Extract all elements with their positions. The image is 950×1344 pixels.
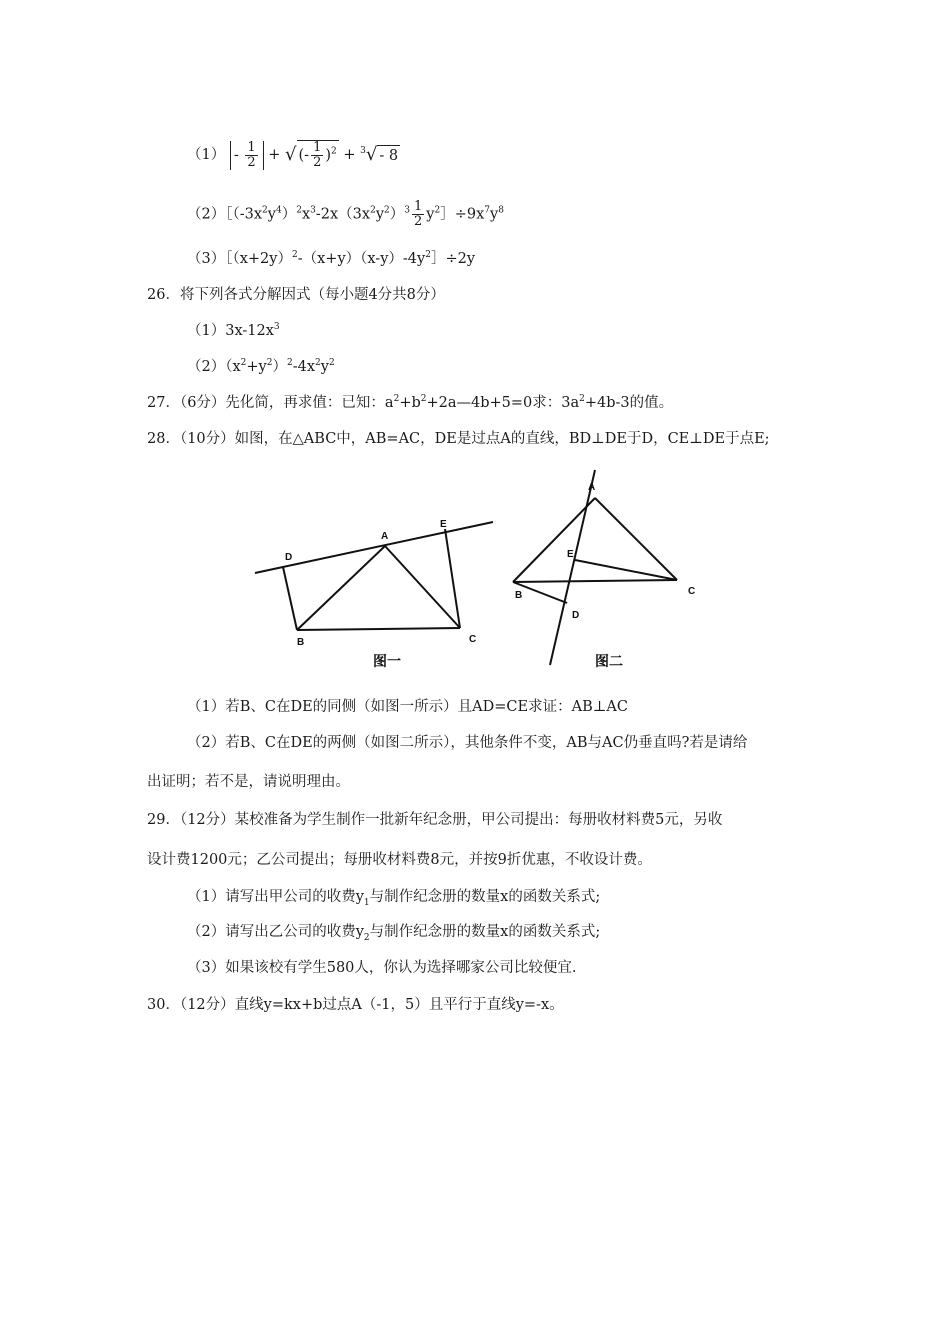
figure-one bbox=[255, 522, 493, 630]
question-28-item-1: （1）若B、C在DE的同侧（如图一所示）且AD=CE求证：AB⊥AC bbox=[187, 699, 628, 715]
caption-figure-two: 图二 bbox=[595, 654, 623, 670]
fraction: $\frac{1}{2}$ bbox=[247, 139, 256, 170]
label-c-fig1: C bbox=[469, 634, 477, 645]
sqrt-icon: √ bbox=[285, 144, 297, 165]
caption-figure-one: 图一 bbox=[373, 654, 401, 670]
expr-26-2: $(2)(x^2+y^2)^2-4x^2y^2$ bbox=[187, 358, 335, 375]
expr-26-1: $(1)3x-12x^3$ bbox=[187, 322, 280, 339]
expr-25-3: $(3)[(x+2y)^2-(x+y)(x-y)-4y^2]\div 2y$ bbox=[187, 250, 476, 267]
question-29-line-2: 设计费1200元；乙公司提出；每册收材料费8元，并按9折优惠，不收设计费。 bbox=[147, 852, 652, 868]
question-26-title: 26．将下列各式分解因式（每小题4分共8分） bbox=[147, 287, 445, 303]
geometry-figures bbox=[245, 460, 705, 675]
sqrt-content: (- $\frac{1}{2}$ )$^2$ bbox=[298, 140, 337, 170]
expr-25-1: （1） - $\frac{1}{2}$ + √ (- $\frac{1}{2}$ )$^2$ + $^3$√ - 8 bbox=[187, 139, 399, 170]
absolute-value: - $\frac{1}{2}$ bbox=[230, 141, 264, 170]
figure-two bbox=[513, 470, 677, 665]
expr-25-2: $(2)[(-3x^2y^4)^2x^3-2x(3x^2y^2)^3$ $\frac{1}{2}$ $y^2]\div 9x^7y^8$ bbox=[187, 199, 504, 229]
label-a-fig2: A bbox=[588, 482, 596, 493]
label-d-fig2: D bbox=[572, 610, 580, 621]
cube-root-icon: √ bbox=[365, 144, 378, 165]
label-b-fig2: B bbox=[515, 590, 523, 601]
question-28-title: 28．（10分）如图，在△ABC中，AB=AC，DE是过点A的直线，BD⊥DE于D，CE⊥DE于点E; bbox=[147, 431, 770, 447]
label-d-fig1: D bbox=[285, 552, 293, 563]
question-29-item-2: （2）请写出乙公司的收费$y_2$与制作纪念册的数量x的函数关系式; bbox=[187, 924, 601, 943]
question-29-item-3: （3）如果该校有学生580人，你认为选择哪家公司比较便宜. bbox=[187, 960, 577, 976]
question-30: 30．（12分）直线y=kx+b过点A（-1，5）且平行于直线y=-x。 bbox=[147, 997, 564, 1013]
question-28-item-2: （2）若B、C在DE的两侧（如图二所示），其他条件不变，AB与AC仍垂直吗?若是请给 bbox=[187, 735, 748, 751]
question-29-line-1: 29．（12分）某校准备为学生制作一批新年纪念册，甲公司提出：每册收材料费5元，另收 bbox=[147, 812, 723, 828]
question-28-item-2-cont: 出证明；若不是，请说明理由。 bbox=[147, 774, 350, 790]
fraction: $\frac{1}{2}$ bbox=[414, 199, 423, 229]
label-a-fig1: A bbox=[381, 531, 389, 542]
label-e-fig1: E bbox=[440, 519, 447, 530]
label-e-fig2: E bbox=[567, 549, 574, 560]
label-c-fig2: C bbox=[688, 586, 696, 597]
question-27: 27．（6分）先化简，再求值：已知：$a^2+b^2+2a—4b+5=0$求：$3a^2+4b-3$的值。 bbox=[147, 394, 674, 411]
label-b-fig1: B bbox=[297, 637, 305, 648]
question-29-item-1: （1）请写出甲公司的收费$y_1$与制作纪念册的数量x的函数关系式; bbox=[187, 889, 601, 908]
